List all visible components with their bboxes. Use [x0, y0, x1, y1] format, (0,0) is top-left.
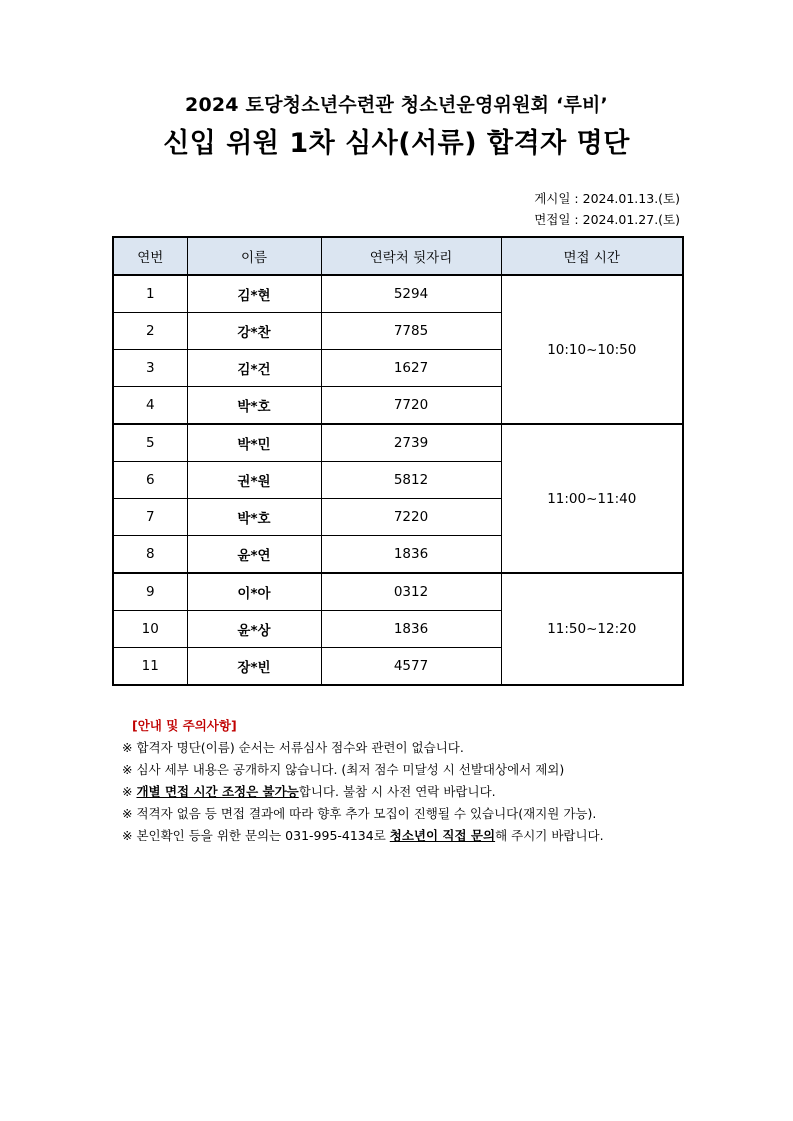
row-name: 박*민 [187, 424, 321, 462]
row-name: 권*원 [187, 462, 321, 499]
interview-slot: 11:50~12:20 [501, 573, 683, 685]
notice-text: 합니다. 불참 시 사전 연락 바랍니다. [298, 784, 496, 799]
table-row [113, 424, 683, 462]
row-number: 3 [113, 350, 187, 387]
row-phone: 5294 [321, 275, 501, 313]
header-name: 이름 [187, 237, 321, 275]
notice-heading: [안내 및 주의사항] [132, 718, 237, 733]
header-phone: 연락처 뒷자리 [321, 237, 501, 275]
row-phone: 2739 [321, 424, 501, 462]
table-row [113, 275, 683, 313]
notice-section [122, 715, 604, 847]
row-name: 김*건 [187, 350, 321, 387]
document-subtitle: 신입 위원 1차 심사(서류) 합격자 명단 [163, 128, 630, 159]
row-number: 5 [113, 424, 187, 462]
row-name: 윤*상 [187, 611, 321, 648]
row-name: 장*빈 [187, 648, 321, 686]
row-number: 8 [113, 536, 187, 574]
row-name: 박*호 [187, 387, 321, 425]
row-phone: 4577 [321, 648, 501, 686]
interview-slot: 11:00~11:40 [501, 424, 683, 573]
header-interview-time: 면접 시간 [501, 237, 683, 275]
row-number: 10 [113, 611, 187, 648]
interview-slot: 10:10~10:50 [501, 275, 683, 424]
table-header-row [113, 237, 683, 275]
row-number: 9 [113, 573, 187, 611]
row-phone: 7785 [321, 313, 501, 350]
row-name: 윤*연 [187, 536, 321, 574]
header-number: 연번 [113, 237, 187, 275]
row-name: 김*현 [187, 275, 321, 313]
posted-date: 게시일 : 2024.01.13.(토) [534, 191, 680, 206]
row-phone: 7220 [321, 499, 501, 536]
row-phone: 1627 [321, 350, 501, 387]
notice-prefix: ※ [122, 784, 137, 799]
notice-line: ※ 적격자 없음 등 면접 결과에 따라 향후 추가 모집이 진행될 수 있습니다(재지원 가능). [122, 806, 597, 821]
notice-text: 해 주시기 바랍니다. [495, 828, 604, 843]
row-number: 2 [113, 313, 187, 350]
row-number: 1 [113, 275, 187, 313]
interview-date: 면접일 : 2024.01.27.(토) [534, 212, 680, 227]
notice-text: ※ 본인확인 등을 위한 문의는 031-995-4134로 [122, 828, 390, 843]
row-name: 강*찬 [187, 313, 321, 350]
row-number: 11 [113, 648, 187, 686]
applicant-table [112, 236, 684, 686]
row-phone: 7720 [321, 387, 501, 425]
document-title: 2024 토당청소년수련관 청소년운영위원회 ‘루비’ [185, 94, 608, 116]
notice-line [122, 825, 604, 847]
row-phone: 1836 [321, 536, 501, 574]
row-phone: 1836 [321, 611, 501, 648]
notice-emphasis: 개별 면접 시간 조정은 불가능 [136, 784, 299, 799]
row-number: 6 [113, 462, 187, 499]
row-number: 4 [113, 387, 187, 425]
notice-line: ※ 합격자 명단(이름) 순서는 서류심사 점수와 관련이 없습니다. [122, 740, 464, 755]
notice-line [122, 781, 604, 803]
row-name: 이*아 [187, 573, 321, 611]
row-number: 7 [113, 499, 187, 536]
notice-emphasis: 청소년이 직접 문의 [389, 828, 496, 843]
row-phone: 5812 [321, 462, 501, 499]
table-row [113, 573, 683, 611]
row-phone: 0312 [321, 573, 501, 611]
row-name: 박*호 [187, 499, 321, 536]
notice-line: ※ 심사 세부 내용은 공개하지 않습니다. (최저 점수 미달성 시 선발대상에서 제외) [122, 762, 565, 777]
